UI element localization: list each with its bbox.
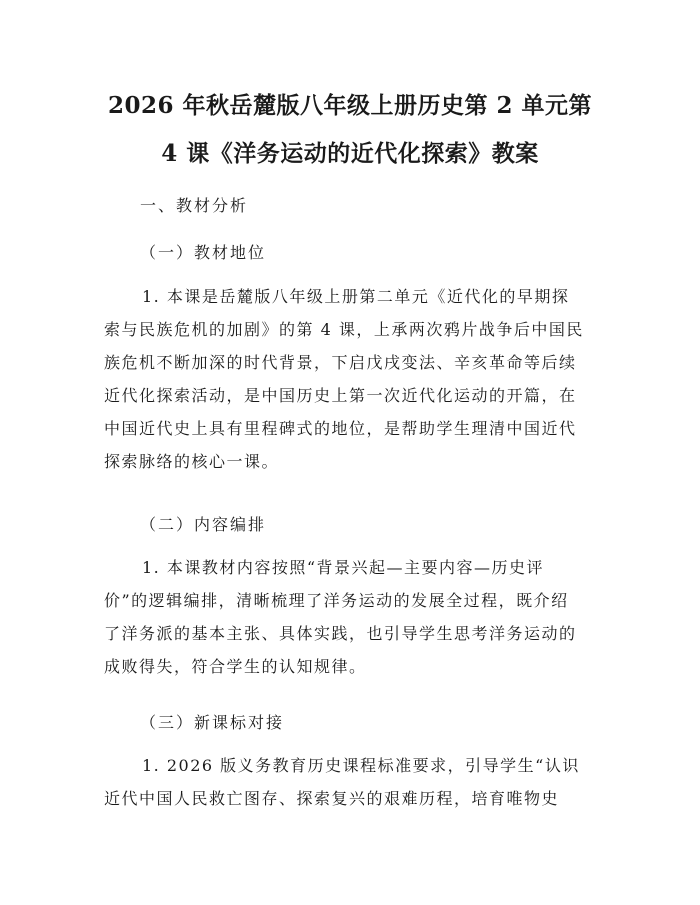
paragraph-line: 近代中国人民救亡图存、探索复兴的艰难历程，培育唯物史 <box>104 789 560 808</box>
paragraph-line: 中国近代史上具有里程碑式的地位，是帮助学生理清中国近代 <box>104 419 577 438</box>
paragraph-line: 成败得失，符合学生的认知规律。 <box>104 657 367 676</box>
title-line-1: 2026 年秋岳麓版八年级上册历史第 2 单元第 <box>107 92 593 119</box>
paragraph-line: 1. 本课是岳麓版八年级上册第二单元《近代化的早期探 <box>142 287 570 306</box>
paragraph-line: 探索脉络的核心一课。 <box>104 452 280 471</box>
paragraph-line: 近代化探索活动，是中国历史上第一次近代化运动的开篇，在 <box>104 386 577 405</box>
paragraph-line: 族危机不断加深的时代背景，下启戊戌变法、辛亥革命等后续 <box>104 353 577 372</box>
subsection-heading-arrangement: （二）内容编排 <box>140 515 267 534</box>
section-heading-analysis: 一、教材分析 <box>140 196 249 215</box>
paragraph-line: 价”的逻辑编排，清晰梳理了洋务运动的发展全过程，既介绍 <box>104 591 569 610</box>
subsection-heading-curriculum: （三）新课标对接 <box>140 713 285 732</box>
paragraph-textbook-status <box>104 280 604 478</box>
paragraph-line: 了洋务派的基本主张、具体实践，也引导学生思考洋务运动的 <box>104 624 577 643</box>
subsection-heading-status: （一）教材地位 <box>140 243 267 262</box>
paragraph-line: 1. 本课教材内容按照“背景兴起—主要内容—历史评 <box>142 558 545 577</box>
paragraph-curriculum-standard <box>104 749 604 815</box>
paragraph-content-arrangement <box>104 551 604 683</box>
paragraph-line: 索与民族危机的加剧》的第 4 课，上承两次鸦片战争后中国民 <box>104 320 584 339</box>
paragraph-line: 1. 2026 版义务教育历史课程标准要求，引导学生“认识 <box>142 756 580 775</box>
title-line-2: 4 课《洋务运动的近代化探索》教案 <box>161 140 539 167</box>
